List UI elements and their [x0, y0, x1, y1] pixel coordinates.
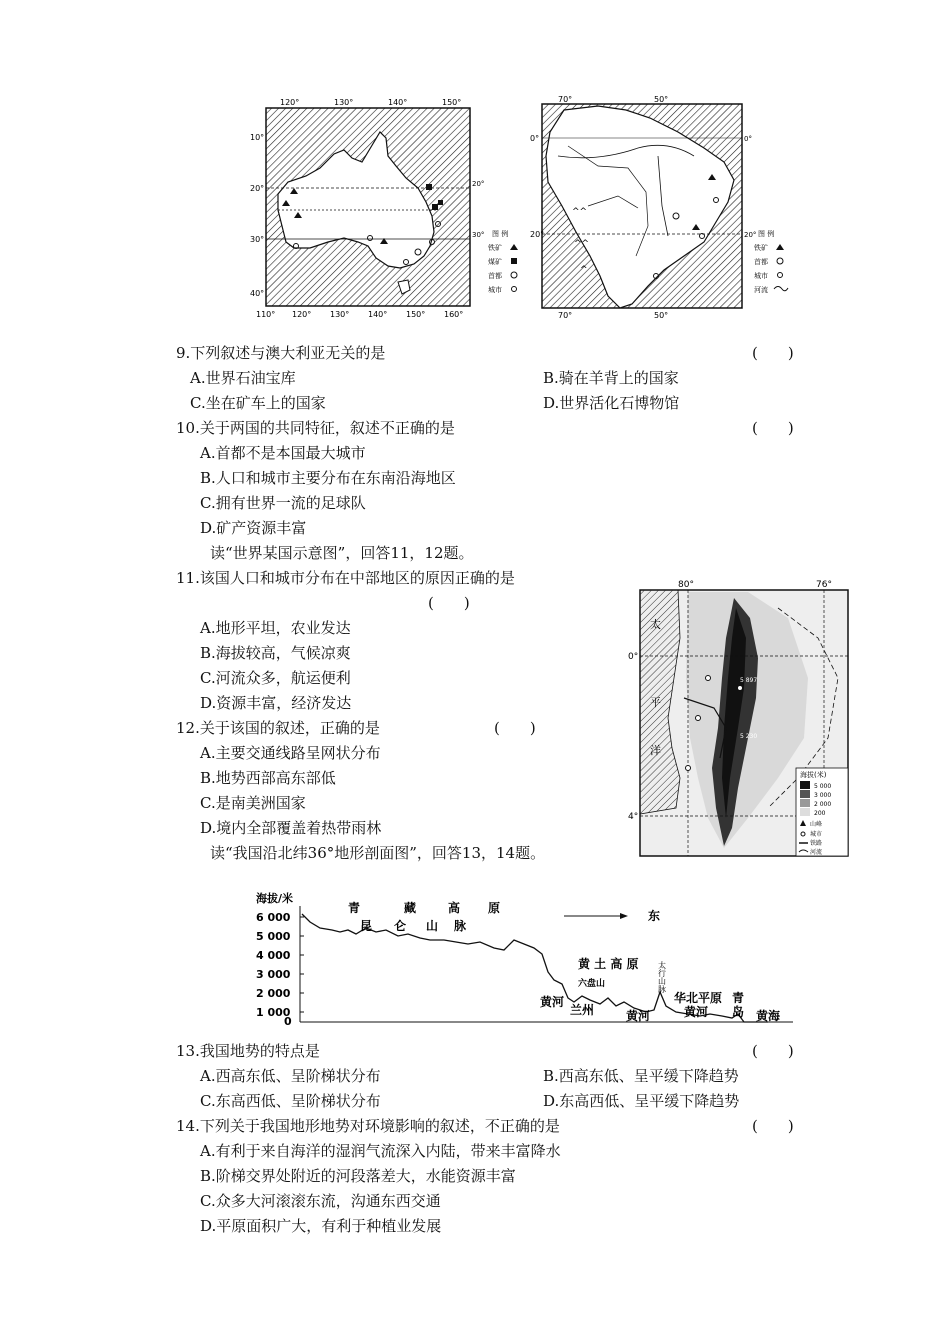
tick-label: 120°: [280, 98, 300, 107]
profile-label: 仑: [394, 919, 407, 933]
legend-item: 城市: [488, 286, 502, 294]
tick-label: 130°: [330, 310, 350, 319]
profile-label: 黄河: [540, 995, 565, 1009]
tick-label: 4°: [628, 812, 639, 822]
q9-option-a[interactable]: A.世界石油宝库: [190, 369, 296, 387]
profile-label: 黄海: [756, 1009, 781, 1023]
q11-option-d[interactable]: D.资源丰富，经济发达: [200, 694, 352, 712]
legend-item: 3 000: [814, 792, 832, 799]
q9-option-d[interactable]: D.世界活化石博物馆: [543, 394, 680, 412]
tick-label: 0°: [744, 135, 752, 143]
q12-option-d[interactable]: D.境内全部覆盖着热带雨林: [200, 819, 382, 837]
iron-mine-symbol: [510, 244, 518, 250]
tick-label: 80°: [678, 580, 694, 590]
river-symbol: [774, 287, 788, 291]
legend-item: 铁矿: [754, 244, 768, 252]
tick-label: 140°: [368, 310, 388, 319]
q11-option-b[interactable]: B.海拔较高，气候凉爽: [200, 644, 351, 662]
ocean-label: 太: [650, 618, 661, 631]
tick-label: 20°: [250, 184, 265, 193]
legend-item: 城市: [810, 831, 823, 838]
tick-label: 120°: [292, 310, 312, 319]
tick-label: 150°: [442, 98, 462, 107]
q9-stem: 9.下列叙述与澳大利亚无关的是: [176, 344, 386, 362]
profile-label: 脉: [454, 919, 467, 933]
legend-item: 首都: [488, 272, 502, 280]
tick-label: 20°: [744, 231, 757, 239]
legend-item: 城市: [754, 272, 768, 280]
svg-text:^: ^: [580, 265, 588, 275]
q11-option-a[interactable]: A.地形平坦，农业发达: [200, 619, 351, 637]
q11-option-c[interactable]: C.河流众多，航运便利: [200, 669, 351, 687]
coal-mine-symbol: [426, 184, 432, 190]
terrain-profile: [248, 888, 798, 1028]
q14-option-b[interactable]: B.阶梯交界处附近的河段落差大，水能资源丰富: [200, 1167, 516, 1185]
capital-symbol: [777, 258, 783, 264]
q9-option-b[interactable]: B.骑在羊背上的国家: [543, 369, 679, 387]
legend-item: 河流: [810, 849, 823, 856]
q12-stem: 12.关于该国的叙述，正确的是: [176, 719, 380, 737]
q14-stem: 14.下列关于我国地形地势对环境影响的叙述，不正确的是: [176, 1117, 560, 1135]
q10-stem: 10.关于两国的共同特征，叙述不正确的是: [176, 419, 455, 437]
y-tick: 3 000: [256, 968, 291, 981]
tick-label: 30°: [472, 231, 485, 239]
profile-label: 行: [658, 969, 666, 978]
legend-item: 煤矿: [488, 258, 502, 266]
tick-label: 50°: [654, 95, 669, 104]
q14-answer-paren[interactable]: ( ): [752, 1117, 794, 1135]
direction-label: 东: [648, 909, 661, 923]
q10-option-b[interactable]: B.人口和城市主要分布在东南沿海地区: [200, 469, 456, 487]
ocean-label: 平: [650, 696, 661, 709]
peak-label: 5 897: [740, 677, 758, 684]
q9-option-c[interactable]: C.坐在矿车上的国家: [190, 394, 326, 412]
tick-label: 40°: [250, 289, 265, 298]
profile-label: 岛: [732, 1005, 745, 1019]
q10-option-d[interactable]: D.矿产资源丰富: [200, 519, 307, 537]
legend-item: 铁矿: [488, 244, 502, 252]
tick-label: 0°: [530, 134, 540, 143]
profile-label: 黄河: [684, 1005, 709, 1019]
profile-label: 太: [658, 961, 666, 970]
profile-label: 华北平原: [674, 991, 723, 1005]
iron-mine-symbol: [776, 244, 784, 250]
profile-label: 黄河: [626, 1009, 651, 1023]
profile-label: 六盘山: [578, 979, 606, 989]
tick-label: 0°: [628, 652, 639, 662]
legend-title: 海拔(米): [800, 771, 827, 779]
q12-option-a[interactable]: A.主要交通线路呈网状分布: [200, 744, 381, 762]
legend-item: 山峰: [810, 821, 823, 828]
q10-answer-paren[interactable]: ( ): [752, 419, 794, 437]
intro-11-12: 读“世界某国示意图”，回答11，12题。: [210, 544, 474, 562]
tick-label: 110°: [256, 310, 276, 319]
q12-option-b[interactable]: B.地势西部高东部低: [200, 769, 336, 787]
profile-label: 高: [448, 901, 461, 915]
q11-answer-paren[interactable]: ( ): [428, 594, 470, 612]
q13-option-b[interactable]: B.西高东低、呈平缓下降趋势: [543, 1067, 739, 1085]
y-tick: 6 000: [256, 911, 291, 924]
city-symbol: [778, 273, 783, 278]
tick-label: 140°: [388, 98, 408, 107]
q14-option-d[interactable]: D.平原面积广大，有利于种植业发展: [200, 1217, 442, 1235]
y-tick: 5 000: [256, 930, 291, 943]
brazil-legend: [752, 226, 802, 298]
svg-text:^^: ^^: [574, 239, 590, 249]
q13-option-c[interactable]: C.东高西低、呈阶梯状分布: [200, 1092, 381, 1110]
legend-item: 2 000: [814, 801, 832, 808]
y-tick: 0: [284, 1015, 292, 1028]
profile-label: 藏: [404, 901, 417, 915]
tick-label: 30°: [250, 235, 265, 244]
profile-label: 原: [488, 901, 501, 915]
profile-label: 黄 土 高 原: [578, 957, 639, 971]
y-tick: 1 000: [256, 1006, 291, 1019]
legend-item: 首都: [754, 258, 768, 266]
profile-label: 青: [348, 901, 361, 915]
q13-option-d[interactable]: D.东高西低、呈平缓下降趋势: [543, 1092, 740, 1110]
city-symbol: [696, 716, 701, 721]
tick-label: 70°: [558, 95, 573, 104]
australia-map: [248, 96, 485, 324]
q10-option-c[interactable]: C.拥有世界一流的足球队: [200, 494, 366, 512]
intro-13-14: 读“我国沿北纬36°地形剖面图”，回答13，14题。: [210, 844, 546, 862]
profile-label: 青: [732, 991, 745, 1005]
profile-label: 兰州: [570, 1003, 595, 1017]
peak-label: 5 230: [740, 733, 758, 740]
q13-option-a[interactable]: A.西高东低、呈阶梯状分布: [200, 1067, 381, 1085]
q13-answer-paren[interactable]: ( ): [752, 1042, 794, 1060]
coal-mine-symbol: [432, 204, 438, 210]
coal-mine-symbol: [438, 200, 443, 205]
capital-symbol: [511, 272, 517, 278]
q14-option-a[interactable]: A.有利于来自海洋的湿润气流深入内陆，带来丰富降水: [200, 1142, 561, 1160]
q13-stem: 13.我国地势的特点是: [176, 1042, 320, 1060]
q9-answer-paren[interactable]: ( ): [752, 344, 794, 362]
tick-label: 70°: [558, 311, 573, 320]
city-symbol: [738, 686, 743, 691]
tick-label: 20°: [472, 180, 485, 188]
q11-stem: 11.该国人口和城市分布在中部地区的原因正确的是: [176, 569, 515, 587]
tick-label: 150°: [406, 310, 426, 319]
profile-label: 山: [426, 919, 439, 933]
brazil-map: [528, 95, 757, 322]
ecuador-map: [628, 578, 856, 860]
svg-text:^^: ^^: [572, 207, 588, 217]
ocean-label: 洋: [650, 744, 661, 757]
profile-label: 昆: [360, 919, 373, 933]
q10-option-a[interactable]: A.首都不是本国最大城市: [200, 444, 366, 462]
q14-option-c[interactable]: C.众多大河滚滚东流，沟通东西交通: [200, 1192, 441, 1210]
q12-answer-paren[interactable]: ( ): [494, 719, 536, 737]
city-symbol: [706, 676, 711, 681]
legend-item: 200: [814, 810, 826, 817]
legend-item: 铁路: [810, 840, 823, 847]
ecuador-legend: [796, 768, 848, 856]
y-tick: 2 000: [256, 987, 291, 1000]
tick-label: 50°: [654, 311, 669, 320]
tick-label: 76°: [816, 580, 832, 590]
profile-label: 脉: [658, 985, 666, 994]
y-axis-label: 海拔/米: [256, 892, 294, 905]
tick-label: 160°: [444, 310, 464, 319]
legend-title: 图 例: [492, 230, 509, 238]
city-symbol: [686, 766, 691, 771]
tick-label: 10°: [250, 133, 265, 142]
y-tick: 4 000: [256, 949, 291, 962]
q12-option-c[interactable]: C.是南美洲国家: [200, 794, 306, 812]
profile-label: 山: [658, 977, 666, 986]
tick-label: 20°: [530, 230, 545, 239]
coal-mine-symbol: [511, 258, 517, 264]
legend-item: 河流: [754, 286, 768, 294]
legend-title: 图 例: [758, 230, 775, 238]
tick-label: 130°: [334, 98, 354, 107]
legend-item: 5 000: [814, 783, 832, 790]
city-symbol: [512, 287, 517, 292]
